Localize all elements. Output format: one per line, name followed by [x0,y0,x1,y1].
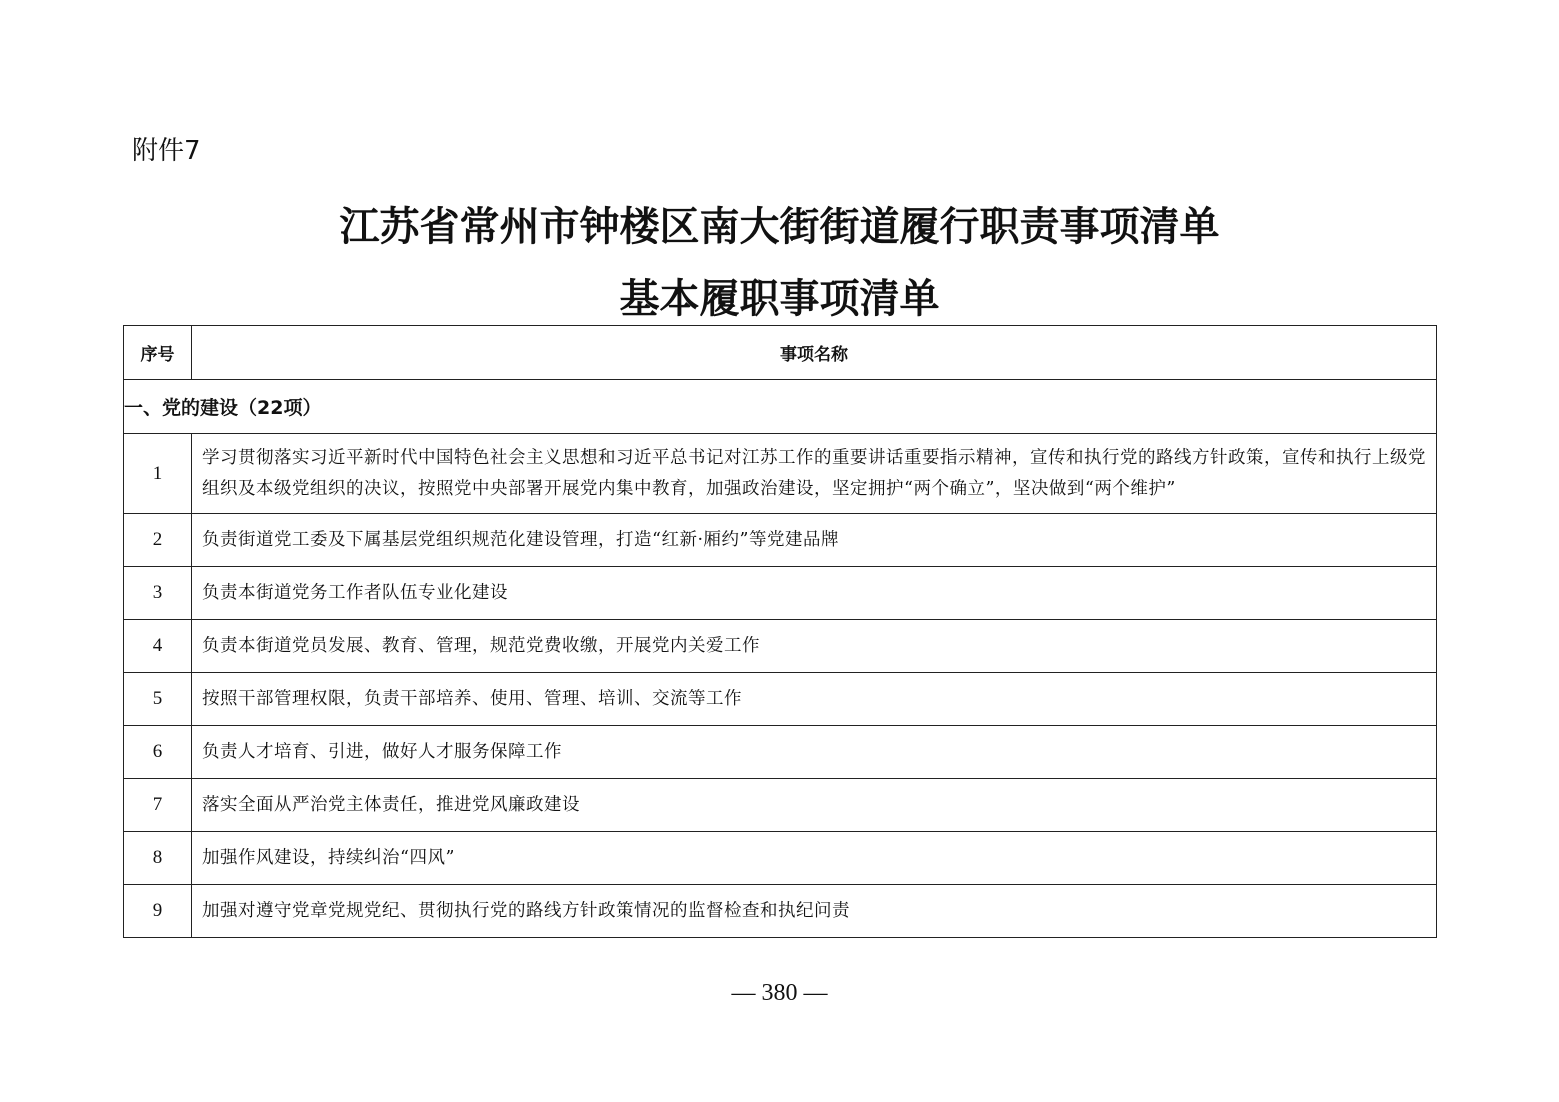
duty-items-table [123,325,1437,938]
row-item-name: 按照干部管理权限，负责干部培养、使用、管理、培训、交流等工作 [192,673,1437,726]
row-item-name: 落实全面从严治党主体责任，推进党风廉政建设 [192,779,1437,832]
row-number: 6 [124,726,192,779]
row-number: 7 [124,779,192,832]
row-number: 1 [124,434,192,514]
header-item-name: 事项名称 [192,326,1437,380]
table-header-row [124,326,1437,380]
row-item-name: 加强作风建设，持续纠治“四风” [192,832,1437,885]
table-row [124,779,1437,832]
page-number: — 380 — [731,980,828,1006]
row-item-name: 负责街道党工委及下属基层党组织规范化建设管理，打造“红新·厢约”等党建品牌 [192,514,1437,567]
section-row [124,380,1437,434]
row-number: 9 [124,885,192,938]
table-row [124,832,1437,885]
header-serial-number: 序号 [124,326,192,380]
table-row [124,567,1437,620]
row-item-name: 负责本街道党员发展、教育、管理，规范党费收缴，开展党内关爱工作 [192,620,1437,673]
row-number: 3 [124,567,192,620]
table-row [124,726,1437,779]
table-row [124,885,1437,938]
attachment-label: 附件7 [132,136,201,166]
row-number: 8 [124,832,192,885]
row-number: 4 [124,620,192,673]
section-title: 一、党的建设（22项） [124,380,1437,434]
row-item-name: 学习贯彻落实习近平新时代中国特色社会主义思想和习近平总书记对江苏工作的重要讲话重要指示精神，宣传和执行党的路线方针政策，宣传和执行上级党组织及本级党组织的决议，按照党中央部署开展党内集中教育，加强政治建设，坚定拥护“两个确立”，坚决做到“两个维护” [192,434,1437,514]
table-row [124,434,1437,514]
table-row [124,514,1437,567]
table-row [124,673,1437,726]
row-number: 2 [124,514,192,567]
row-number: 5 [124,673,192,726]
document-subtitle: 基本履职事项清单 [619,275,940,322]
table-row [124,620,1437,673]
row-item-name: 加强对遵守党章党规党纪、贯彻执行党的路线方针政策情况的监督检查和执纪问责 [192,885,1437,938]
document-title: 江苏省常州市钟楼区南大街街道履行职责事项清单 [339,203,1220,250]
row-item-name: 负责人才培育、引进，做好人才服务保障工作 [192,726,1437,779]
row-item-name: 负责本街道党务工作者队伍专业化建设 [192,567,1437,620]
